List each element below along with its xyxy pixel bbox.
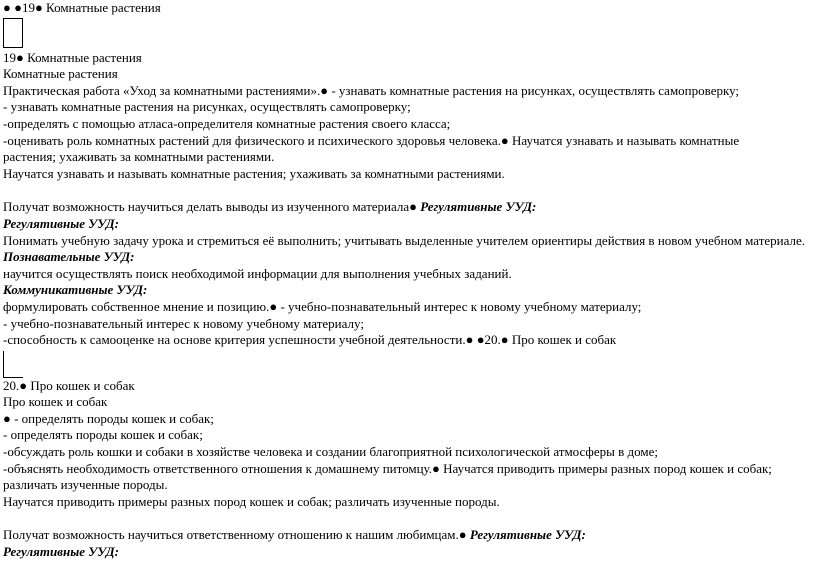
- section1-line-3: -определять с помощью атласа-определителя комнатные растения своего класса;: [3, 115, 451, 131]
- section1-line-2: - узнавать комнатные растения на рисунках, осуществлять самопроверку;: [3, 99, 411, 115]
- section2-line-2: - определять породы кошек и собак;: [3, 427, 203, 443]
- section2-line-6-text: Получат возможность научиться ответственному отношению к нашим любимцам.●: [3, 527, 470, 543]
- section1-line-6-text: Получат возможность научиться делать выводы из изученного материала●: [3, 199, 421, 215]
- section1-line-6-bold: Регулятивные УУД:: [420, 199, 537, 215]
- regulative-heading: Регулятивные УУД:: [3, 215, 120, 231]
- section1-line-6: [3, 199, 816, 216]
- section1-line-5: Научатся узнавать и называть комнатные растения; ухаживать за комнатными растениями.: [3, 165, 505, 181]
- section2-number-title: 20.● Про кошек и собак: [3, 377, 135, 393]
- section1-line-8: -способность к самооценке на основе критерия успешности учебной деятельности.● ●20.● Про кошек и собак: [3, 332, 617, 348]
- section2-line-3: -обсуждать роль кошки и собаки в хозяйстве человека и создании благоприятной психологической атмосферы в доме;: [3, 444, 658, 460]
- section1-number-title: 19● Комнатные растения: [3, 49, 142, 65]
- cognitive-heading: Познавательные УУД:: [3, 249, 135, 265]
- section2-line-1: ● - определять породы кошек и собак;: [3, 410, 214, 426]
- spacer-2: [3, 510, 816, 527]
- section2-regulative-heading: Регулятивные УУД:: [3, 544, 120, 560]
- section2-line-6: [3, 527, 816, 544]
- section2-title: Про кошек и собак: [3, 394, 108, 410]
- communicative-text: формулировать собственное мнение и позицию.● - учебно-познавательный интерес к новому учебному материалу;: [3, 298, 642, 314]
- cognitive-text: научится осуществлять поиск необходимой информации для выполнения учебных заданий.: [3, 265, 512, 281]
- section2-line-5: Научатся приводить примеры разных пород кошек и собак; различать изученные породы.: [3, 493, 500, 509]
- image-placeholder-box: [3, 18, 23, 48]
- section2-line-4: -объяснять необходимость ответственного отношения к домашнему питомцу.● Научатся приводить примеры разных пород кошек и собак; различать изученные породы.: [3, 460, 772, 493]
- spacer: [3, 182, 816, 199]
- header-line: ● ●19● Комнатные растения: [3, 0, 161, 15]
- section1-line-4: -оценивать роль комнатных растений для физического и психического здоровья человека.● Научатся узнавать и называть комнатные растения; ухаживать за комнатными растениями.: [3, 132, 740, 165]
- regulative-text: Понимать учебную задачу урока и стремиться её выполнить; учитывать выделенные учителем ориентиры действия в новом учебном материале.: [3, 232, 806, 248]
- section1-line-1: Практическая работа «Уход за комнатными растениями».● - узнавать комнатные растения на рисунках, осуществлять самопроверку;: [3, 82, 740, 98]
- section1-line-7: - учебно-познавательный интерес к новому учебному материалу;: [3, 315, 364, 331]
- communicative-heading: Коммуникативные УУД:: [3, 282, 148, 298]
- section1-title: Комнатные растения: [3, 66, 118, 82]
- image-placeholder-box-2: [3, 351, 23, 378]
- section2-line-6-bold: Регулятивные УУД:: [469, 527, 586, 543]
